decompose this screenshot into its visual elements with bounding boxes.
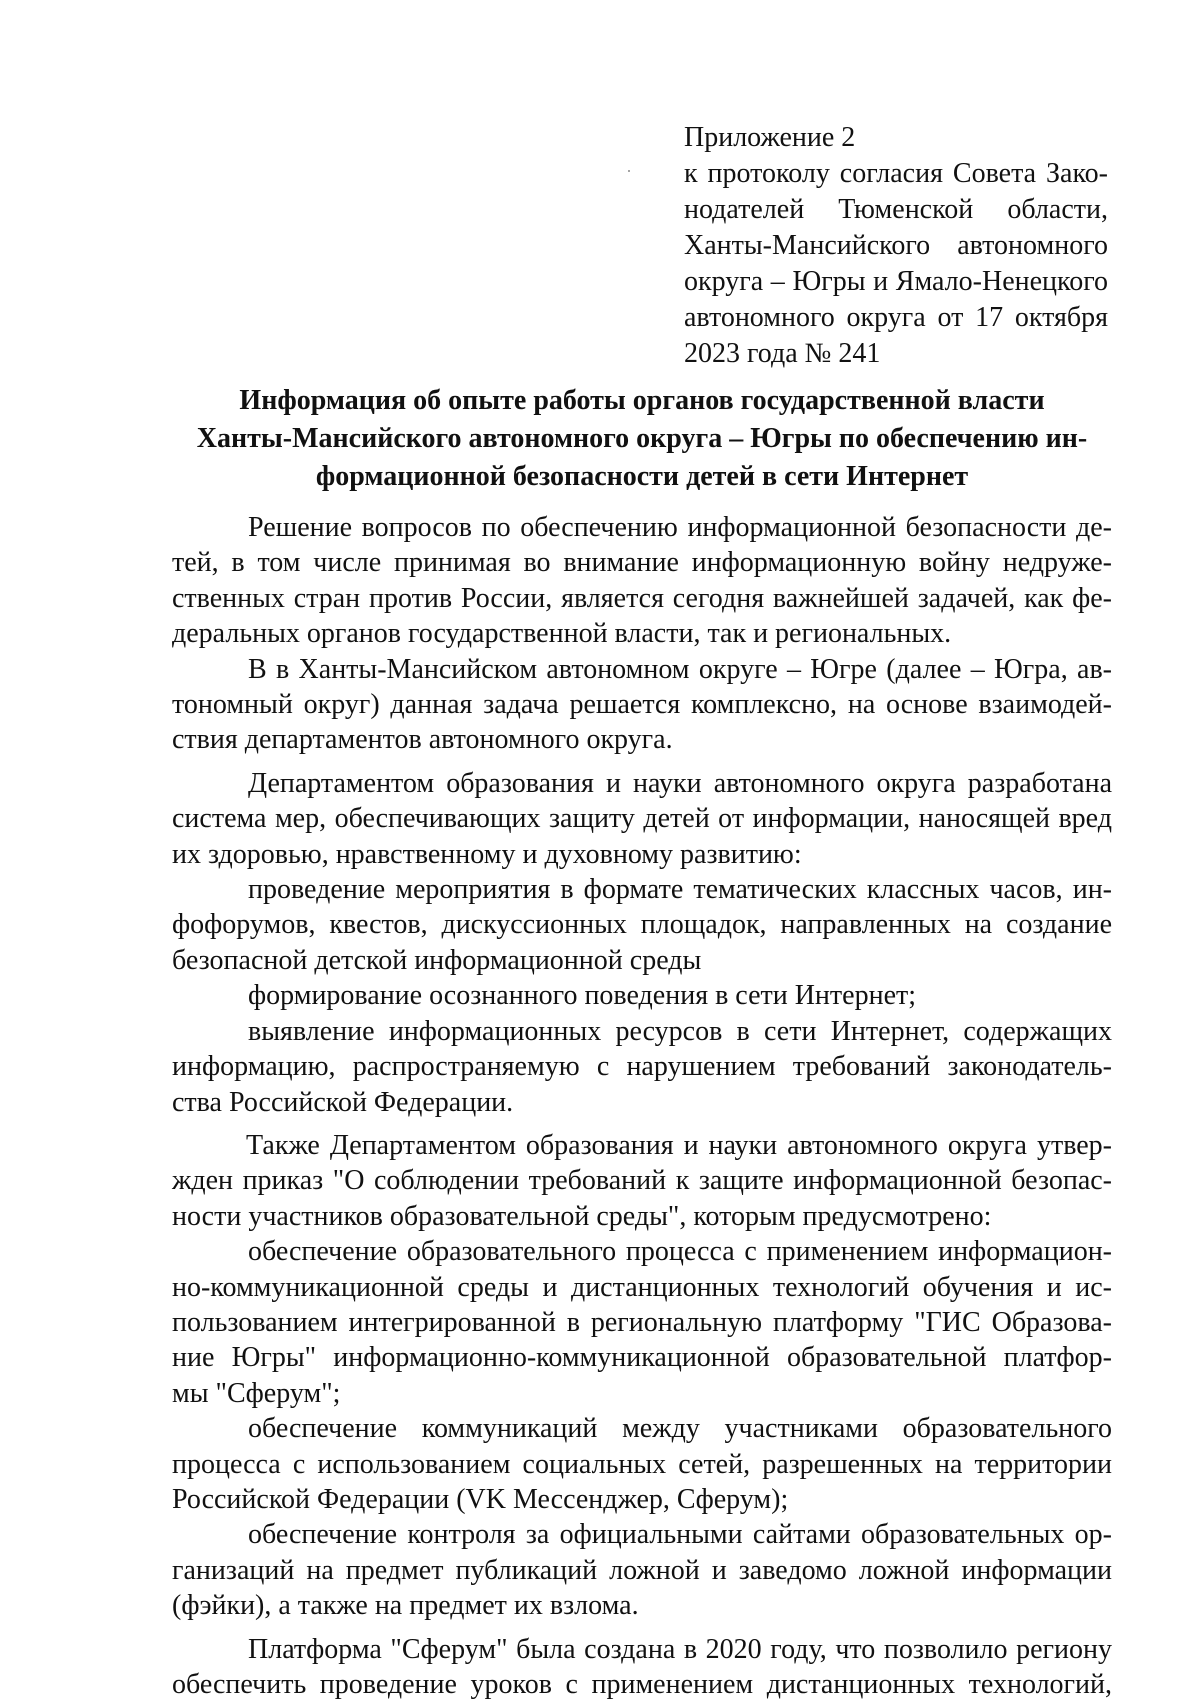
appendix-line: Ханты-Мансийского автономного <box>684 230 1108 261</box>
list-item <box>172 1517 1112 1623</box>
text-line: Российской Федерации (VK Мессенджер, Сферум); <box>172 1483 789 1515</box>
text-line: мы "Сферум"; <box>172 1377 341 1409</box>
text-line: ние Югры" информационно-коммуникационной образовательной платфор- <box>172 1342 1112 1374</box>
appendix-line: Приложение 2 <box>684 122 856 153</box>
appendix-line: 2023 года № 241 <box>684 338 881 369</box>
appendix-line: автономного округа от 17 октября <box>684 302 1108 333</box>
paragraph <box>172 510 1112 652</box>
list-item <box>172 1014 1112 1120</box>
text-line: ствия департаментов автономного округа. <box>172 724 673 756</box>
paragraph <box>172 766 1112 872</box>
text-line: Также Департаментом образования и науки автономного округа утвер- <box>246 1129 1112 1161</box>
list-item <box>172 978 1112 1013</box>
list-item <box>172 1234 1112 1411</box>
text-line: ства Российской Федерации. <box>172 1086 514 1118</box>
text-line: Платформа "Сферум" была создана в 2020 году, что позволило региону <box>248 1633 1112 1665</box>
text-line: Решение вопросов по обеспечению информационной безопасности де- <box>248 512 1112 543</box>
text-line: обеспечение контроля за официальными сайтами образовательных ор- <box>248 1519 1112 1551</box>
text-line: жден приказ "О соблюдении требований к защите информационной безопас- <box>172 1165 1112 1197</box>
text-line: обеспечение образовательного процесса с применением информацион- <box>248 1236 1112 1268</box>
list-item <box>172 872 1112 978</box>
title-line: Информация об опыте работы органов государственной власти <box>239 385 1045 416</box>
text-line: обеспечить проведение уроков с применением дистанционных технологий, <box>172 1669 1112 1700</box>
paragraph <box>172 652 1112 758</box>
text-line: деральных органов государственной власти, так и региональных. <box>172 618 952 650</box>
appendix-header <box>684 120 1108 372</box>
appendix-line: нодателей Тюменской области, <box>684 194 1108 225</box>
scan-speck <box>628 170 630 172</box>
text-line: тей, в том числе принимая во внимание информационную войну недруже- <box>172 547 1112 579</box>
text-line: ности участников образовательной среды", которым предусмотрено: <box>172 1200 992 1232</box>
text-line: обеспечение коммуникаций между участниками образовательного <box>248 1413 1112 1445</box>
paragraph <box>172 1632 1112 1703</box>
text-line: процесса с использованием социальных сетей, разрешенных на территории <box>172 1448 1112 1480</box>
text-line: ственных стран против России, является сегодня важнейшей задачей, как фе- <box>172 582 1112 614</box>
text-line: проведение мероприятия в формате тематических классных часов, ин- <box>248 874 1112 906</box>
text-line: выявление информационных ресурсов в сети Интернет, содержащих <box>248 1015 1112 1047</box>
title-line: формационной безопасности детей в сети Интернет <box>315 461 969 492</box>
text-line: В в Ханты-Мансийском автономном округе – Югре (далее – Югра, ав- <box>248 653 1112 685</box>
appendix-line: округа – Югры и Ямало-Ненецкого <box>684 266 1108 297</box>
title-line: Ханты-Мансийского автономного округа – Югры по обеспечению ин- <box>196 423 1088 454</box>
document-title <box>172 382 1112 496</box>
text-line: ганизаций на предмет публикаций ложной и заведомо ложной информации <box>172 1554 1112 1586</box>
appendix-line: к протоколу согласия Совета Зако- <box>684 158 1108 189</box>
list-item <box>172 1411 1112 1517</box>
text-line: Департаментом образования и науки автономного округа разработана <box>248 767 1112 799</box>
text-line: информацию, распространяемую с нарушением требований законодатель- <box>172 1051 1112 1083</box>
paragraph <box>172 1128 1112 1234</box>
text-line: пользованием интегрированной в региональную платформу "ГИС Образова- <box>172 1306 1112 1338</box>
text-line: (фэйки), а также на предмет их взлома. <box>172 1590 639 1622</box>
text-line: фофорумов, квестов, дискуссионных площадок, направленных на создание <box>172 909 1112 941</box>
text-line: формирование осознанного поведения в сети Интернет; <box>248 980 917 1012</box>
text-line: но-коммуникационной среды и дистанционных технологий обучения и ис- <box>172 1271 1112 1303</box>
text-line: безопасной детской информационной среды <box>172 944 702 976</box>
text-line: их здоровью, нравственному и духовному развитию: <box>172 838 802 870</box>
text-line: тономный округ) данная задача решается комплексно, на основе взаимодей- <box>172 689 1112 721</box>
document-body <box>172 510 1112 1702</box>
text-line: система мер, обеспечивающих защиту детей от информации, наносящей вред <box>172 803 1112 835</box>
